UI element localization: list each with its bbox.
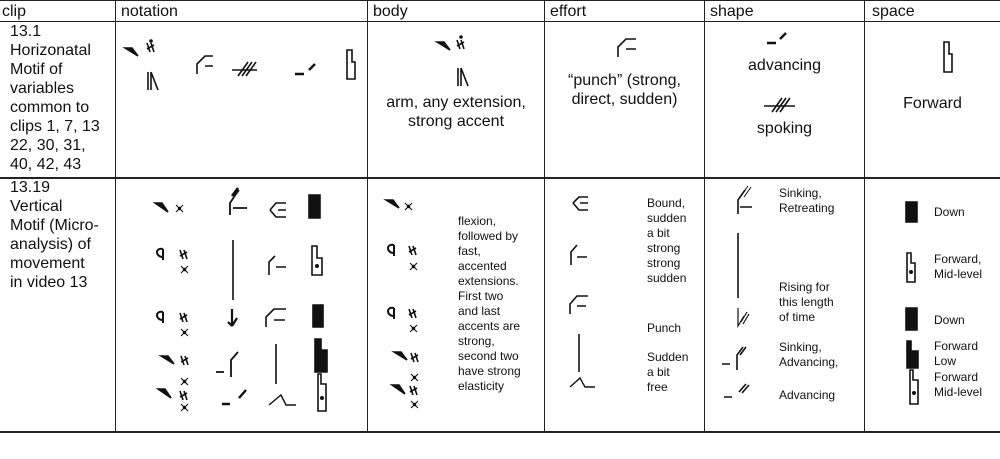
row2-effort-2: Punch	[647, 321, 682, 335]
row2-shape-1: Sinking, Retreating	[779, 186, 835, 215]
row2-shape-4: Advancing	[779, 388, 836, 402]
row2-clip: 13.19 Vertical Motif (Micro- analysis) of movement in video 13	[10, 179, 99, 291]
row1-shape-advancing: advancing	[748, 57, 821, 74]
header-notation: notation	[121, 3, 178, 20]
header-shape: shape	[710, 3, 754, 20]
row2-body: flexion, followed by fast, accented extensions. First two and last accents are strong, second two have strong elasticity	[458, 214, 521, 393]
header-body: body	[373, 3, 408, 20]
row2-space-5: Forward Mid-level	[934, 370, 983, 399]
row2-effort-3: Sudden a bit free	[647, 350, 689, 394]
header-clip: clip	[2, 3, 27, 20]
row2-space-2: Forward, Mid-level	[934, 252, 983, 281]
row2-shape-3: Sinking, Advancing,	[779, 340, 839, 369]
row-divider	[0, 177, 1000, 179]
header-effort: effort	[550, 3, 587, 20]
row1-clip: 13.1 Horizonatal Motif of variables common to clips 1, 7, 13 22, 30, 31, 40, 42, 43	[10, 23, 100, 173]
header-space: space	[872, 3, 915, 20]
row2-space-1: Down	[934, 205, 965, 219]
header-rule	[0, 21, 1000, 22]
col-divider-notation	[115, 0, 116, 432]
row1-effort: “punch” (strong, direct, sudden)	[568, 72, 681, 108]
col-divider-body	[367, 0, 368, 432]
row2-effort-1: Bound, sudden a bit strong strong sudden	[647, 196, 687, 285]
row2-shape-2: Rising for this length of time	[779, 280, 834, 324]
row2-space-4: Forward Low	[934, 339, 979, 368]
row2-space-3: Down	[934, 313, 965, 327]
table-bottom-rule	[0, 431, 1000, 433]
table-top-rule	[0, 0, 1000, 1]
col-divider-space	[864, 0, 865, 432]
col-divider-effort	[544, 0, 545, 432]
row1-space: Forward	[903, 95, 962, 112]
row1-body: arm, any extension, strong accent	[386, 94, 526, 130]
row1-shape-spoking: spoking	[756, 120, 813, 137]
